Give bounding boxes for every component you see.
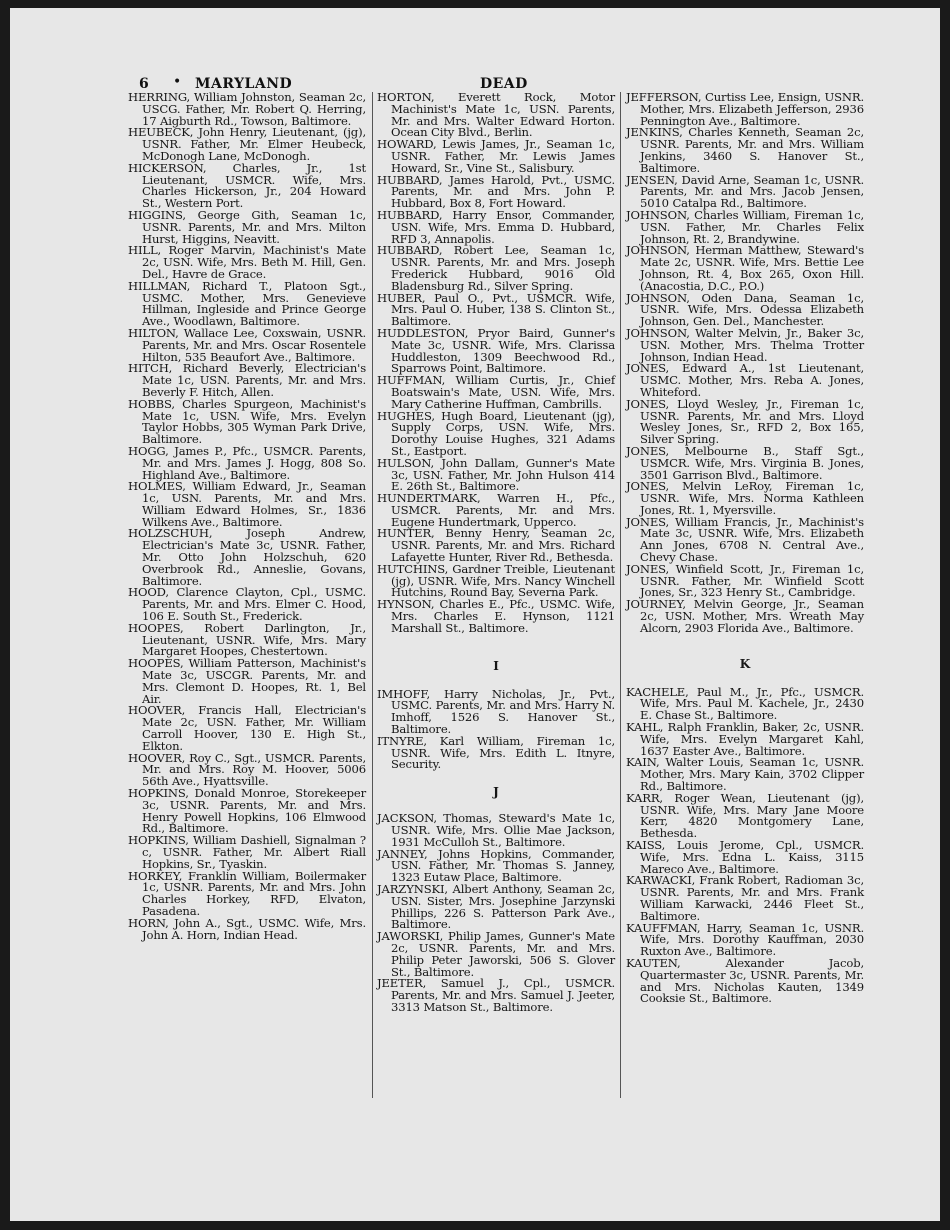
- column-divider: [372, 92, 373, 1098]
- casualty-entry: KAIN, Walter Louis, Seaman 1c, USNR. Mother, Mrs. Mary Kain, 3702 Clipper Rd., Baltimore.: [626, 755, 864, 794]
- casualty-entry: HUBBARD, Robert Lee, Seaman 1c, USNR. Parents, Mr. and Mrs. Joseph Frederick Hubbard, 9016 Old Bladensburg Rd., Silver Spring.: [377, 243, 615, 293]
- casualty-entry: HUDDLESTON, Pryor Baird, Gunner's Mate 3c, USNR. Wife, Mrs. Clarissa Huddleston, 1309 Beechwood Rd., Sparrows Point, Baltimore.: [377, 325, 615, 376]
- casualty-entry: HULSON, John Dallam, Gunner's Mate 3c, USN. Father, Mr. John Hulson 414 E. 26th St., Baltimore.: [377, 455, 615, 494]
- casualty-entry: HITCH, Richard Beverly, Electrician's Mate 1c, USN. Parents, Mr. and Mrs. Beverly F. Hitch, Allen.: [128, 361, 366, 399]
- casualty-entry: HUGHES, Hugh Board, Lieutenant (jg), Supply Corps, USN. Wife, Mrs. Dorothy Louise Hughes, 321 Adams St., Eastport.: [377, 408, 615, 458]
- page-number: 6: [139, 76, 149, 92]
- casualty-entry: HOLZSCHUH, Joseph Andrew, Electrician's Mate 3c, USNR. Father, Mr. Otto John Holzschuh, 620 Overbrook Rd., Anneslie, Govans, Baltimore.: [128, 526, 366, 588]
- casualty-entry: HEUBECK, John Henry, Lieutenant, (jg), USNR. Father, Mr. Elmer Heubeck, McDonogh Lane, McDonogh.: [128, 125, 366, 163]
- casualty-entry: JEFFERSON, Curtiss Lee, Ensign, USNR. Mother, Mrs. Elizabeth Jefferson, 2936 Pennington Ave., Baltimore.: [626, 90, 864, 128]
- casualty-entry: IMHOFF, Harry Nicholas, Jr., Pvt., USMC. Parents, Mr. and Mrs. Harry N. Imhoff, 1526 S. Hanover St., Baltimore.: [377, 686, 615, 737]
- casualty-entry: HILL, Roger Marvin, Machinist's Mate 2c, USN. Wife, Mrs. Beth M. Hill, Gen. Del., Havre de Grace.: [128, 243, 366, 281]
- casualty-entry: HUBBARD, James Harold, Pvt., USMC. Parents, Mr. and Mrs. John P. Hubbard, Box 8, Fort Howard.: [377, 172, 615, 211]
- page-title: DEAD: [480, 76, 528, 92]
- casualty-entry: HILLMAN, Richard T., Platoon Sgt., USMC. Mother, Mrs. Genevieve Hillman, Ingleside and Prince George Ave., Woodlawn, Baltimore.: [128, 278, 366, 329]
- casualty-entry: HOPKINS, William Dashiell, Signalman ?c, USNR. Father, Mr. Albert Riall Hopkins, Sr., Tyaskin.: [128, 833, 366, 871]
- section-letter-heading: I: [493, 658, 499, 673]
- casualty-entry: HOLMES, William Edward, Jr., Seaman 1c, USN. Parents, Mr. and Mrs. William Edward Holmes, Sr., 1836 Wilkens Ave., Baltimore.: [128, 479, 366, 529]
- state-heading: MARYLAND: [195, 76, 293, 92]
- casualty-entry: HOBBS, Charles Spurgeon, Machinist's Mate 1c, USN. Wife, Mrs. Evelyn Taylor Hobbs, 305 Wyman Park Drive, Baltimore.: [128, 396, 366, 447]
- casualty-entry: HOOPES, William Patterson, Machinist's Mate 3c, USCGR. Parents, Mr. and Mrs. Clemont D. Hoopes, Rt. 1, Bel Air.: [128, 656, 366, 706]
- column-1: [128, 92, 366, 941]
- casualty-entry: HIGGINS, George Gith, Seaman 1c, USNR. Parents, Mr. and Mrs. Milton Hurst, Higgins, Neavitt.: [128, 207, 366, 246]
- section-letter-heading: J: [493, 785, 499, 800]
- casualty-entry: JEETER, Samuel J., Cpl., USMCR. Parents, Mr. and Mrs. Samuel J. Jeeter, 3313 Matson St., Baltimore.: [377, 976, 615, 1014]
- casualty-entry: HYNSON, Charles E., Pfc., USMC. Wife, Mrs. Charles E. Hynson, 1121 Marshall St., Baltimore.: [377, 597, 615, 635]
- casualty-entry: JONES, Melvin LeRoy, Fireman 1c, USNR. Wife, Mrs. Norma Kathleen Jones, Rt. 1, Myersville.: [626, 479, 864, 517]
- casualty-entry: JONES, Edward A., 1st Lieutenant, USMC. Mother, Mrs. Reba A. Jones, Whiteford.: [626, 361, 864, 399]
- casualty-entry: KAUTEN, Alexander Jacob, Quartermaster 3c, USNR. Parents, Mr. and Mrs. Nicholas Kauten, 1349 Cooksie St., Baltimore.: [626, 955, 864, 1006]
- casualty-entry: HUNTER, Benny Henry, Seaman 2c, USNR. Parents, Mr. and Mrs. Richard Lafayette Hunter, River Rd., Bethesda.: [377, 526, 615, 565]
- casualty-entry: KAHL, Ralph Franklin, Baker, 2c, USNR. Wife, Mrs. Evelyn Margaret Kahl, 1637 Easter Ave., Baltimore.: [626, 720, 864, 758]
- casualty-entry: HUNDERTMARK, Warren H., Pfc., USMCR. Parents, Mr. and Mrs. Eugene Hundertmark, Upperco.: [377, 491, 615, 529]
- casualty-entry: HORN, John A., Sgt., USMC. Wife, Mrs. John A. Horn, Indian Head.: [128, 915, 366, 942]
- casualty-entry: JOHNSON, Charles William, Fireman 1c, USN. Father, Mr. Charles Felix Johnson, Rt. 2, Brandywine.: [626, 207, 864, 246]
- casualty-entry: HOOPES, Robert Darlington, Jr., Lieutenant, USNR. Wife, Mrs. Mary Margaret Hoopes, Chestertown.: [128, 620, 366, 659]
- casualty-entry: KARR, Roger Wean, Lieutenant (jg), USNR. Wife, Mrs. Mary Jane Moore Kerr, 4820 Montgomery Lane, Bethesda.: [626, 790, 864, 841]
- casualty-entry: JONES, Melbourne B., Staff Sgt., USMCR. Wife, Mrs. Virginia B. Jones, 3501 Garrison Blvd., Baltimore.: [626, 443, 864, 482]
- column-divider: [620, 92, 621, 1098]
- casualty-entry: JOURNEY, Melvin George, Jr., Seaman 2c, USN. Mother, Mrs. Wreath May Alcorn, 2903 Florida Ave., Baltimore.: [626, 597, 864, 635]
- casualty-entry: KARWACKI, Frank Robert, Radioman 3c, USNR. Parents, Mr. and Mrs. Frank William Karwacki, 2446 Fleet St., Baltimore.: [626, 873, 864, 923]
- casualty-entry: HOGG, James P., Pfc., USMCR. Parents, Mr. and Mrs. James J. Hogg, 808 So. Highland Ave., Baltimore.: [128, 443, 366, 482]
- casualty-entry: HOOVER, Francis Hall, Electrician's Mate 2c, USN. Father, Mr. William Carroll Hoover, 130 E. High St., Elkton.: [128, 703, 366, 753]
- casualty-entry: HOPKINS, Donald Monroe, Storekeeper 3c, USNR. Parents, Mr. and Mrs. Henry Powell Hopkins, 106 Elmwood Rd., Baltimore.: [128, 786, 366, 836]
- casualty-entry: JOHNSON, Walter Melvin, Jr., Baker 3c, USN. Mother, Mrs. Thelma Trotter Johnson, Indian Head.: [626, 325, 864, 364]
- casualty-entry: HUFFMAN, William Curtis, Jr., Chief Boatswain's Mate, USN. Wife, Mrs. Mary Catherine Huffman, Cambrills.: [377, 373, 615, 411]
- casualty-entry: KAUFFMAN, Harry, Seaman 1c, USNR. Wife, Mrs. Dorothy Kauffman, 2030 Ruxton Ave., Baltimore.: [626, 920, 864, 959]
- casualty-entry: JARZYNSKI, Albert Anthony, Seaman 2c, USN. Sister, Mrs. Josephine Jarzynski Phillips, 226 S. Patterson Park Ave., Baltimore.: [377, 882, 615, 932]
- casualty-entry: JENSEN, David Arne, Seaman 1c, USNR. Parents, Mr. and Mrs. Jacob Jensen, 5010 Catalpa Rd., Baltimore.: [626, 172, 864, 211]
- casualty-entry: JOHNSON, Herman Matthew, Steward's Mate 2c, USNR. Wife, Mrs. Bettie Lee Johnson, Rt. 4, Box 265, Oxon Hill. (Anacostia, D.C., P.O.): [626, 243, 864, 293]
- casualty-entry: JONES, Winfield Scott, Jr., Fireman 1c, USNR. Father, Mr. Winfield Scott Jones, Sr., 323 Henry St., Cambridge.: [626, 561, 864, 600]
- casualty-entry: JAWORSKI, Philip James, Gunner's Mate 2c, USNR. Parents, Mr. and Mrs. Philip Peter Jaworski, 506 S. Glover St., Baltimore.: [377, 929, 615, 979]
- casualty-entry: HUBBARD, Harry Ensor, Commander, USN. Wife, Mrs. Emma D. Hubbard, RFD 3, Annapolis.: [377, 207, 615, 246]
- casualty-entry: HORTON, Everett Rock, Motor Machinist's Mate 1c, USN. Parents, Mr. and Mrs. Walter Edward Horton. Ocean City Blvd., Berlin.: [377, 90, 615, 140]
- casualty-entry: JACKSON, Thomas, Steward's Mate 1c, USNR. Wife, Mrs. Ollie Mae Jackson, 1931 McCulloh St., Baltimore.: [377, 811, 615, 849]
- casualty-entry: KAISS, Louis Jerome, Cpl., USMCR. Wife, Mrs. Edna L. Kaiss, 3115 Mareco Ave., Baltimore.: [626, 838, 864, 876]
- casualty-entry: JANNEY, Johns Hopkins, Commander, USN. Father, Mr. Thomas S. Janney, 1323 Eutaw Place, Baltimore.: [377, 846, 615, 885]
- casualty-entry: HORKEY, Franklin William, Boilermaker 1c, USNR. Parents, Mr. and Mrs. John Charles Horkey, RFD, Elvaton, Pasadena.: [128, 868, 366, 918]
- casualty-entry: JENKINS, Charles Kenneth, Seaman 2c, USNR. Parents, Mr. and Mrs. William Jenkins, 3460 S. Hanover St., Baltimore.: [626, 125, 864, 175]
- casualty-entry: JOHNSON, Oden Dana, Seaman 1c, USNR. Wife, Mrs. Odessa Elizabeth Johnson, Gen. Del., Manchester.: [626, 290, 864, 329]
- header-separator: •: [173, 74, 182, 90]
- casualty-entry: HERRING, William Johnston, Seaman 2c, USCG. Father, Mr. Robert Q. Herring, 17 Aigburth Rd., Towson, Baltimore.: [128, 90, 366, 128]
- casualty-entry: HOOD, Clarence Clayton, Cpl., USMC. Parents, Mr. and Mrs. Elmer C. Hood, 106 E. South St., Frederick.: [128, 585, 366, 624]
- casualty-entry: JONES, William Francis, Jr., Machinist's Mate 3c, USNR. Wife, Mrs. Elizabeth Ann Jones, 6708 N. Central Ave., Chevy Chase.: [626, 514, 864, 565]
- column-3: [626, 92, 864, 1005]
- casualty-entry: KACHELE, Paul M., Jr., Pfc., USMCR. Wife, Mrs. Paul M. Kachele, Jr., 2430 E. Chase St., Baltimore.: [626, 684, 864, 723]
- casualty-entry: HUBER, Paul O., Pvt., USMCR. Wife, Mrs. Paul O. Huber, 138 S. Clinton St., Baltimore.: [377, 290, 615, 329]
- casualty-entry: HOOVER, Roy C., Sgt., USMCR. Parents, Mr. and Mrs. Roy M. Hoover, 5006 56th Ave., Hyattsville.: [128, 750, 366, 789]
- section-letter-heading: K: [739, 656, 751, 671]
- casualty-entry: HOWARD, Lewis James, Jr., Seaman 1c, USNR. Father, Mr. Lewis James Howard, Sr., Vine St., Salisbury.: [377, 137, 615, 175]
- casualty-entry: HILTON, Wallace Lee, Coxswain, USNR. Parents, Mr. and Mrs. Oscar Rosentele Hilton, 535 Beaufort Ave., Baltimore.: [128, 325, 366, 364]
- casualty-entry: HICKERSON, Charles, Jr., 1st Lieutenant, USMCR. Wife, Mrs. Charles Hickerson, Jr., 204 Howard St., Western Port.: [128, 160, 366, 211]
- casualty-entry: JONES, Lloyd Wesley, Jr., Fireman 1c, USNR. Parents, Mr. and Mrs. Lloyd Wesley Jones, Sr., RFD 2, Box 165, Silver Spring.: [626, 396, 864, 447]
- casualty-entry: HUTCHINS, Gardner Treible, Lieutenant (jg), USNR. Wife, Mrs. Nancy Winchell Hutchins, Round Bay, Severna Park.: [377, 561, 615, 600]
- column-2: [377, 92, 615, 1014]
- casualty-entry: ITNYRE, Karl William, Fireman 1c, USNR. Wife, Mrs. Edith L. Itnyre, Security.: [377, 733, 615, 772]
